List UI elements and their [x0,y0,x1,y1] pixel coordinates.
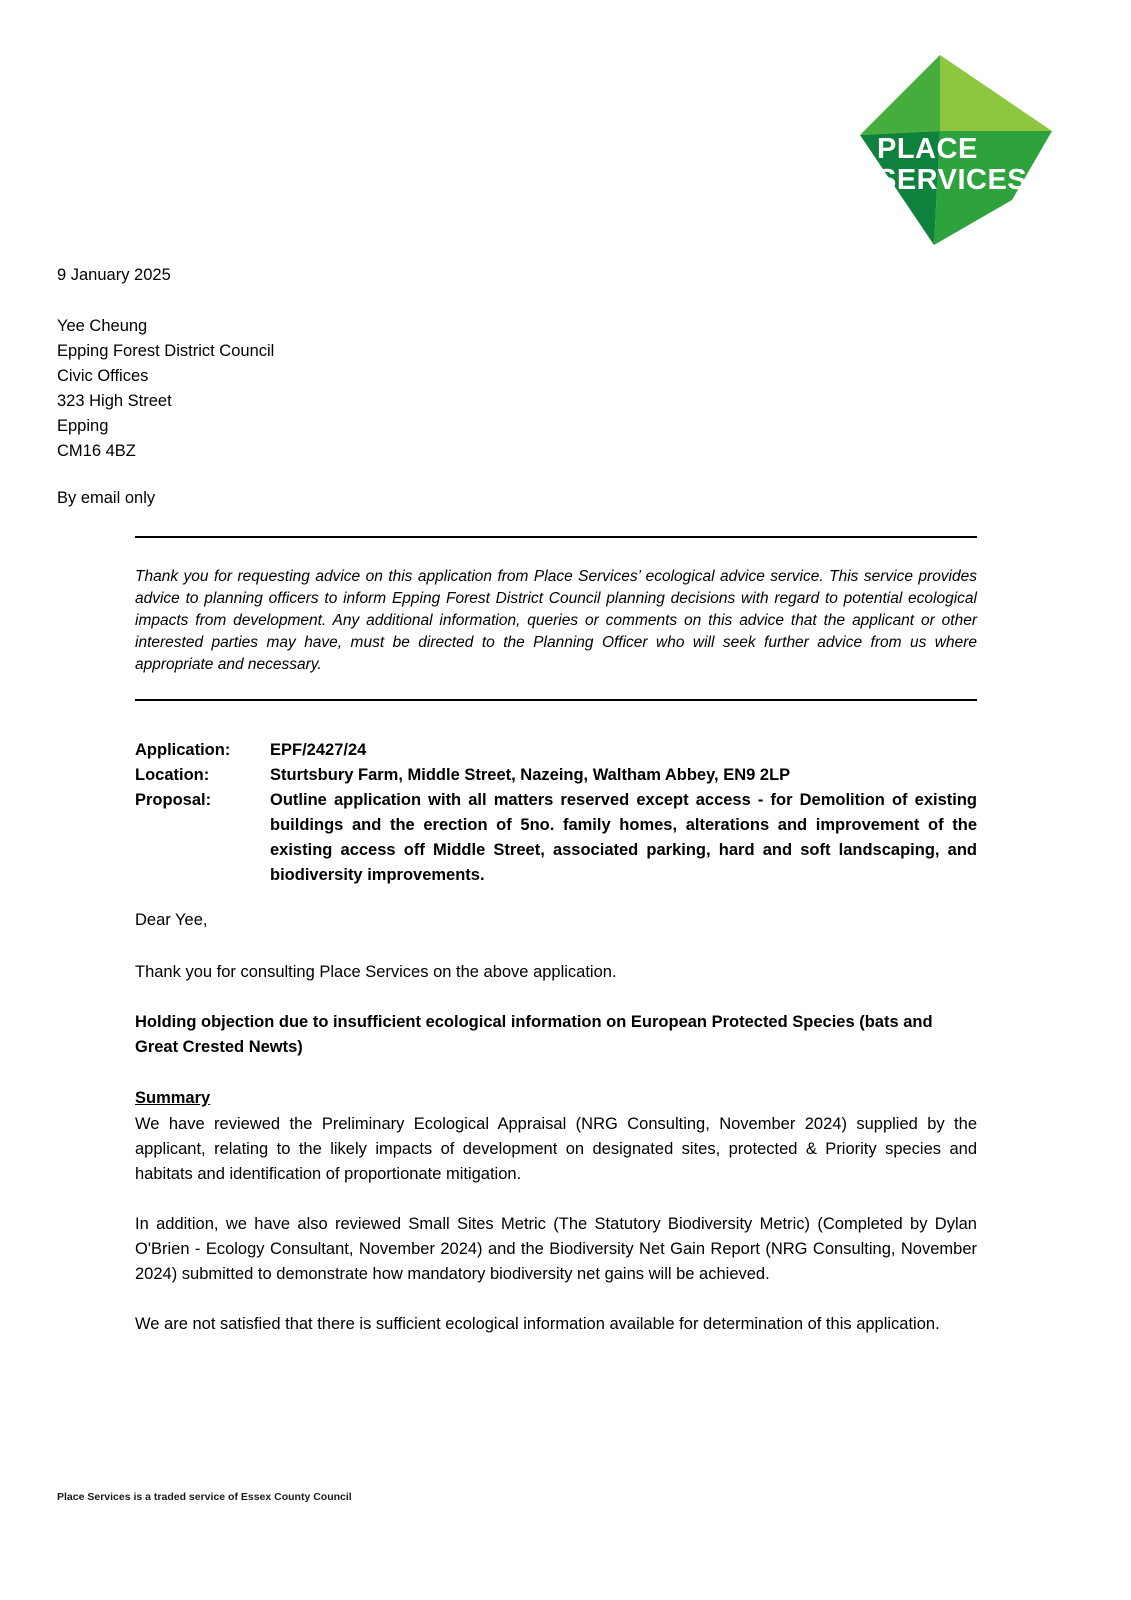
proposal-value: Outline application with all matters reserved except access - for Demolition of existing buildings and the erection of 5no. family homes, alterations and improvement of the existing access off Middle Street, associated parking, hard and soft landscaping, and biodiversity improvements. [270,791,977,884]
logo-text-services: SERVICES [877,164,1028,196]
application-details [135,738,977,888]
letter-body-section [135,536,977,1337]
letter-date: 9 January 2025 [57,266,171,284]
application-label: Application: [135,741,231,759]
summary-paragraph-3: We are not satisfied that there is sufficient ecological information available for determination of this application. [135,1315,940,1333]
intro-paragraph: Thank you for consulting Place Services on the above application. [135,963,617,981]
summary-paragraph-1: We have reviewed the Preliminary Ecological Appraisal (NRG Consulting, November 2024) supplied by the applicant, relating to the likely impacts of development on designated sites, protected & Priority species and habitats and identification of proportionate mitigation. [135,1115,977,1183]
divider-bottom [135,699,977,701]
application-reference: EPF/2427/24 [270,741,367,759]
place-services-logo-graphic [860,55,1052,245]
delivery-method: By email only [57,489,156,507]
place-services-logo [860,55,1052,245]
preamble-paragraph: Thank you for requesting advice on this application from Place Services’ ecological advice service. This service provides advice to planning officers to inform Epping Forest District Council planning decisions with regard to potential ecological impacts from development. Any additional information, queries or comments on this advice that the applicant or other interested parties may have, must be directed to the Planning Officer who will seek further advice from us where appropriate and necessary. [135,568,977,673]
proposal-label: Proposal: [135,791,212,809]
summary-heading: Summary [135,1089,211,1107]
recipient-address-line: 323 High Street [57,392,172,410]
location-label: Location: [135,766,210,784]
recipient-address [57,314,1131,464]
recipient-postcode: CM16 4BZ [57,442,136,460]
footer-note: Place Services is a traded service of Essex County Council [57,1491,352,1503]
location-value: Sturtsbury Farm, Middle Street, Nazeing, Waltham Abbey, EN9 2LP [270,766,791,784]
recipient-address-line: Civic Offices [57,367,149,385]
recipient-organisation: Epping Forest District Council [57,342,275,360]
recipient-address-line: Epping [57,417,109,435]
divider-top [135,536,977,538]
salutation: Dear Yee, [135,911,208,929]
objection-heading: Holding objection due to insufficient ecological information on European Protected Species (bats and Great Crested Newts) [135,1013,933,1056]
logo-facet-left [860,55,940,135]
summary-paragraph-2: In addition, we have also reviewed Small Sites Metric (The Statutory Biodiversity Metric) (Completed by Dylan O'Brien - Ecology Consultant, November 2024) and the Biodiversity Net Gain Report (NRG Consulting, November 2024) submitted to demonstrate how mandatory biodiversity net gains will be achieved. [135,1215,977,1283]
logo-facet-top [940,55,1052,131]
logo-text-place: PLACE [877,133,978,165]
recipient-name: Yee Cheung [57,317,148,335]
